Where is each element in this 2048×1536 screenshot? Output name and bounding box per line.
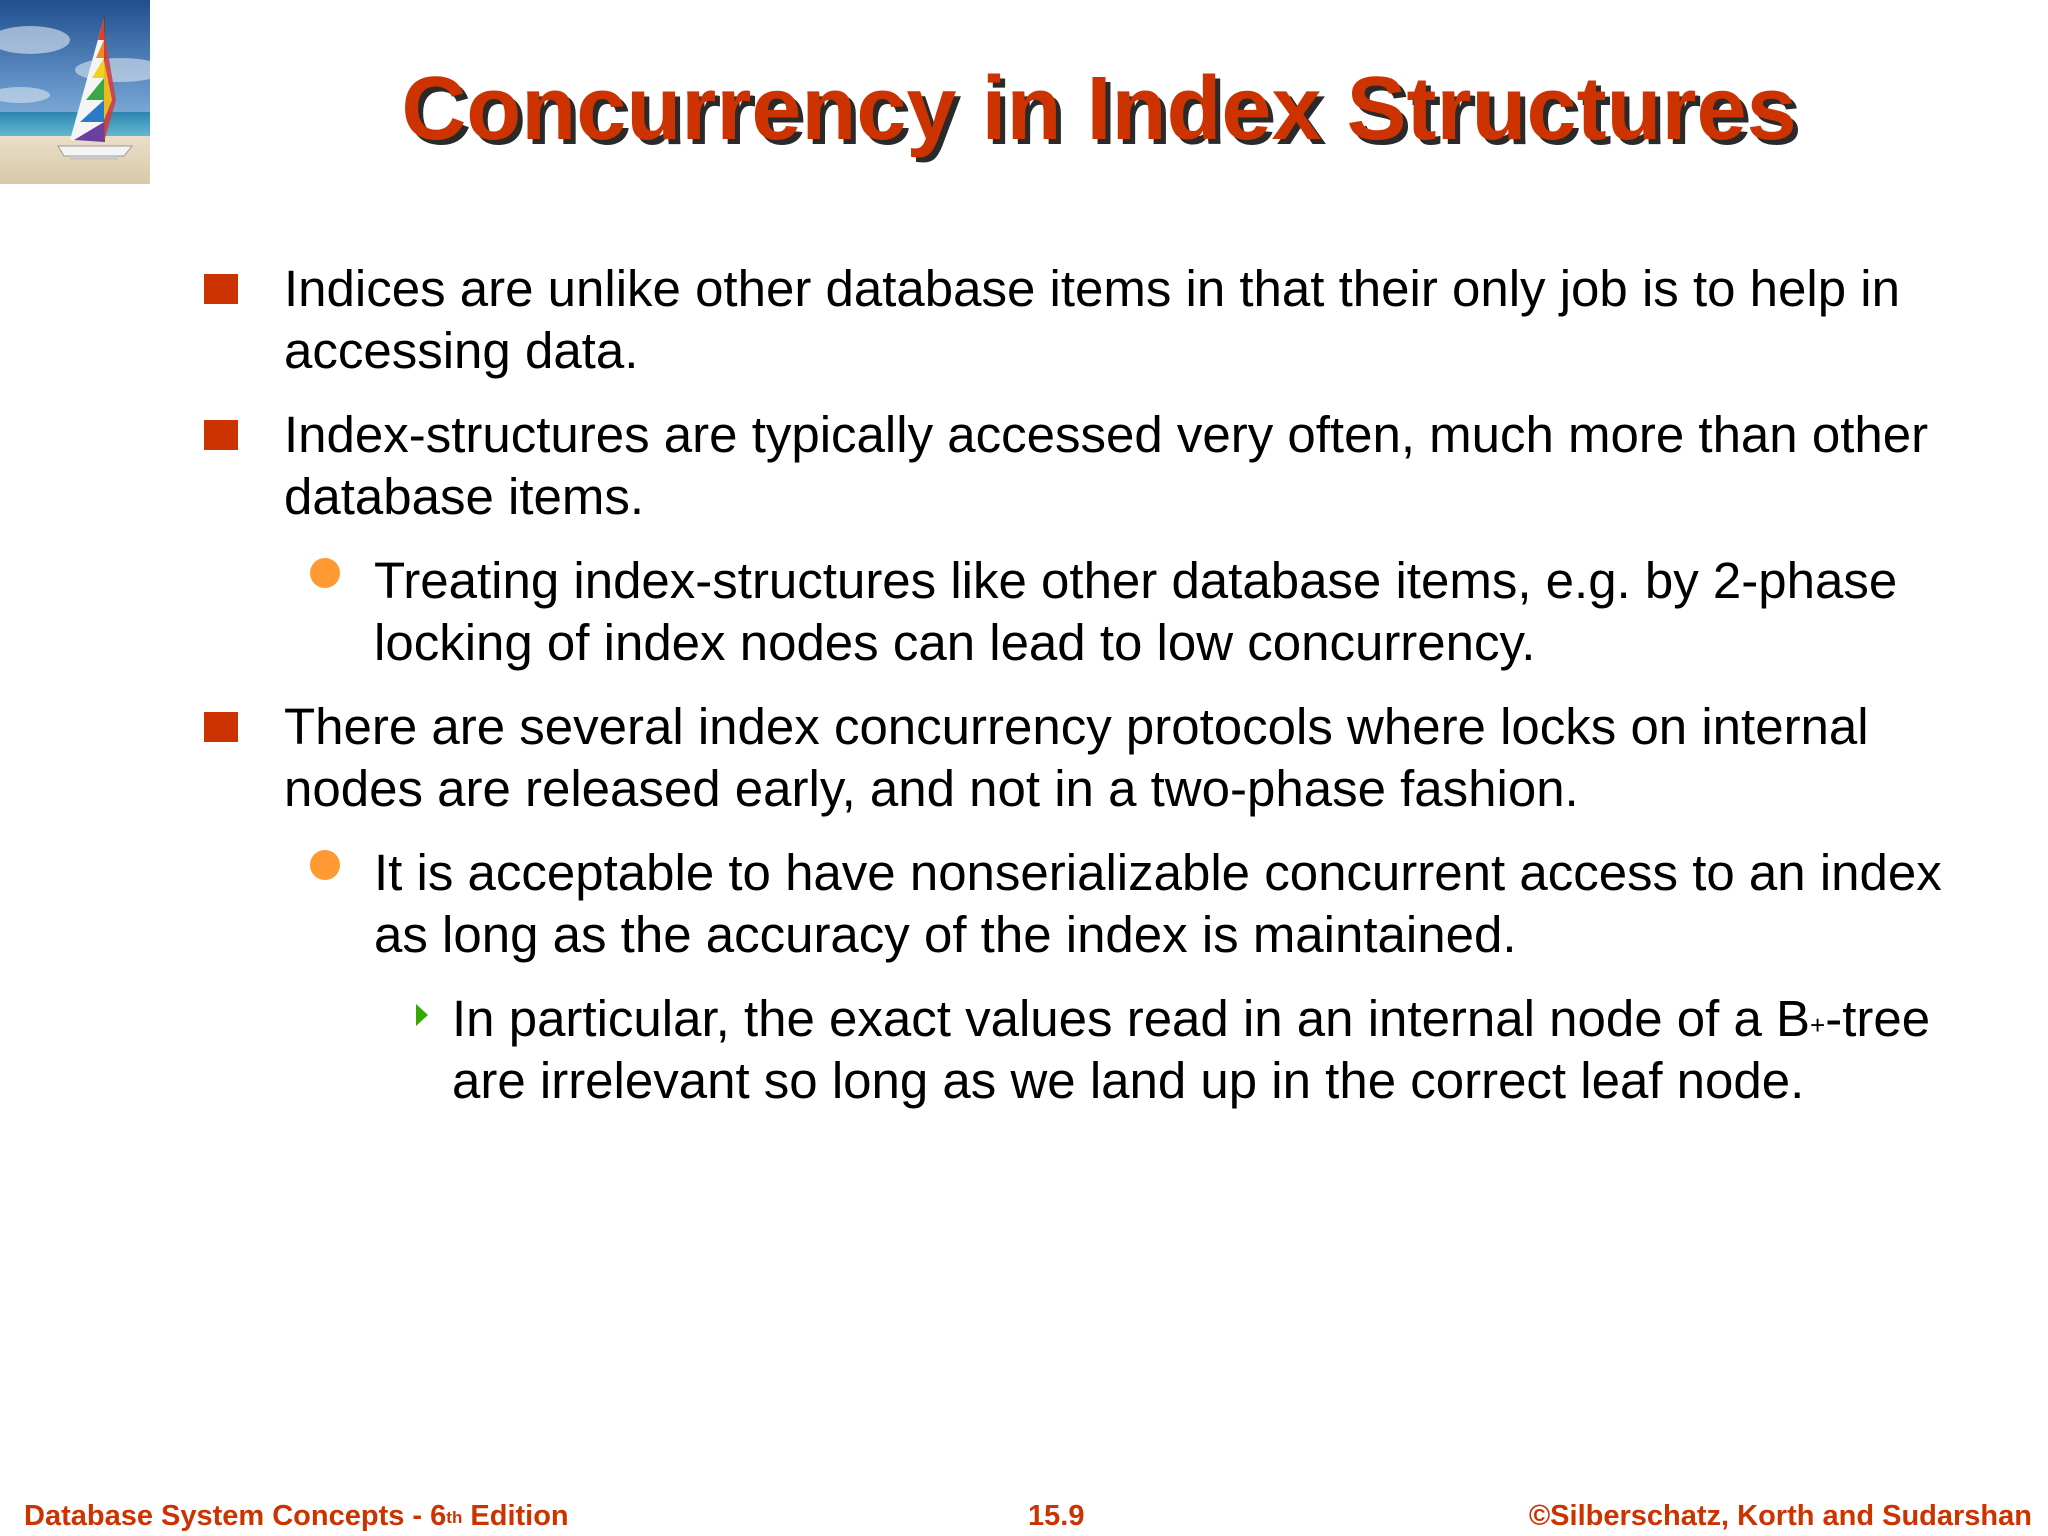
square-bullet-icon (204, 274, 238, 304)
sub-bullet-item (374, 550, 1964, 674)
bullet-item (284, 696, 1964, 820)
footer-slide-number: 15.9 (1028, 1500, 1085, 1532)
bullet-item (284, 258, 1964, 382)
slide-title: Concurrency in Index Structures (401, 59, 1797, 159)
bullet-item (284, 404, 1964, 528)
footer-edition-superscript: th (446, 1508, 463, 1527)
circle-bullet-icon (310, 558, 340, 588)
sub-sub-bullet-text-part1: In particular, the exact values read in an internal node of a B (452, 990, 1811, 1047)
square-bullet-icon (204, 420, 238, 450)
sub-bullet-text: It is acceptable to have nonserializable concurrent access to an index as long as the accuracy of the index is maintained. (374, 844, 1942, 963)
sub-sub-bullet-item (452, 988, 1952, 1112)
sub-sub-bullet-text-part2: -tree are irrelevant so long as we land up in the correct leaf node. (452, 990, 1931, 1109)
bullet-text: There are several index concurrency protocols where locks on internal nodes are released early, and not in a two-phase fashion. (284, 698, 1869, 817)
bullet-text: Index-structures are typically accessed very often, much more than other database items. (284, 406, 1929, 525)
square-bullet-icon (204, 712, 238, 742)
footer-book-title-prefix: Database System Concepts - 6 (24, 1500, 447, 1532)
footer-book-title (24, 1496, 569, 1536)
sub-bullet-item (374, 842, 1964, 966)
bullet-text: Indices are unlike other database items in that their only job is to help in accessing data. (284, 260, 1900, 379)
footer-copyright: ©Silberschatz, Korth and Sudarshan (1528, 1500, 2032, 1532)
triangle-bullet-icon (416, 1004, 428, 1026)
superscript-plus: + (1810, 1010, 1826, 1040)
sub-sub-bullet-text (452, 988, 1952, 1112)
circle-bullet-icon (310, 850, 340, 880)
sub-bullet-text: Treating index-structures like other database items, e.g. by 2-phase locking of index nodes can lead to low concurrency. (374, 552, 1898, 671)
sailboat-image (0, 0, 150, 184)
footer-book-title-suffix: Edition (462, 1500, 569, 1532)
